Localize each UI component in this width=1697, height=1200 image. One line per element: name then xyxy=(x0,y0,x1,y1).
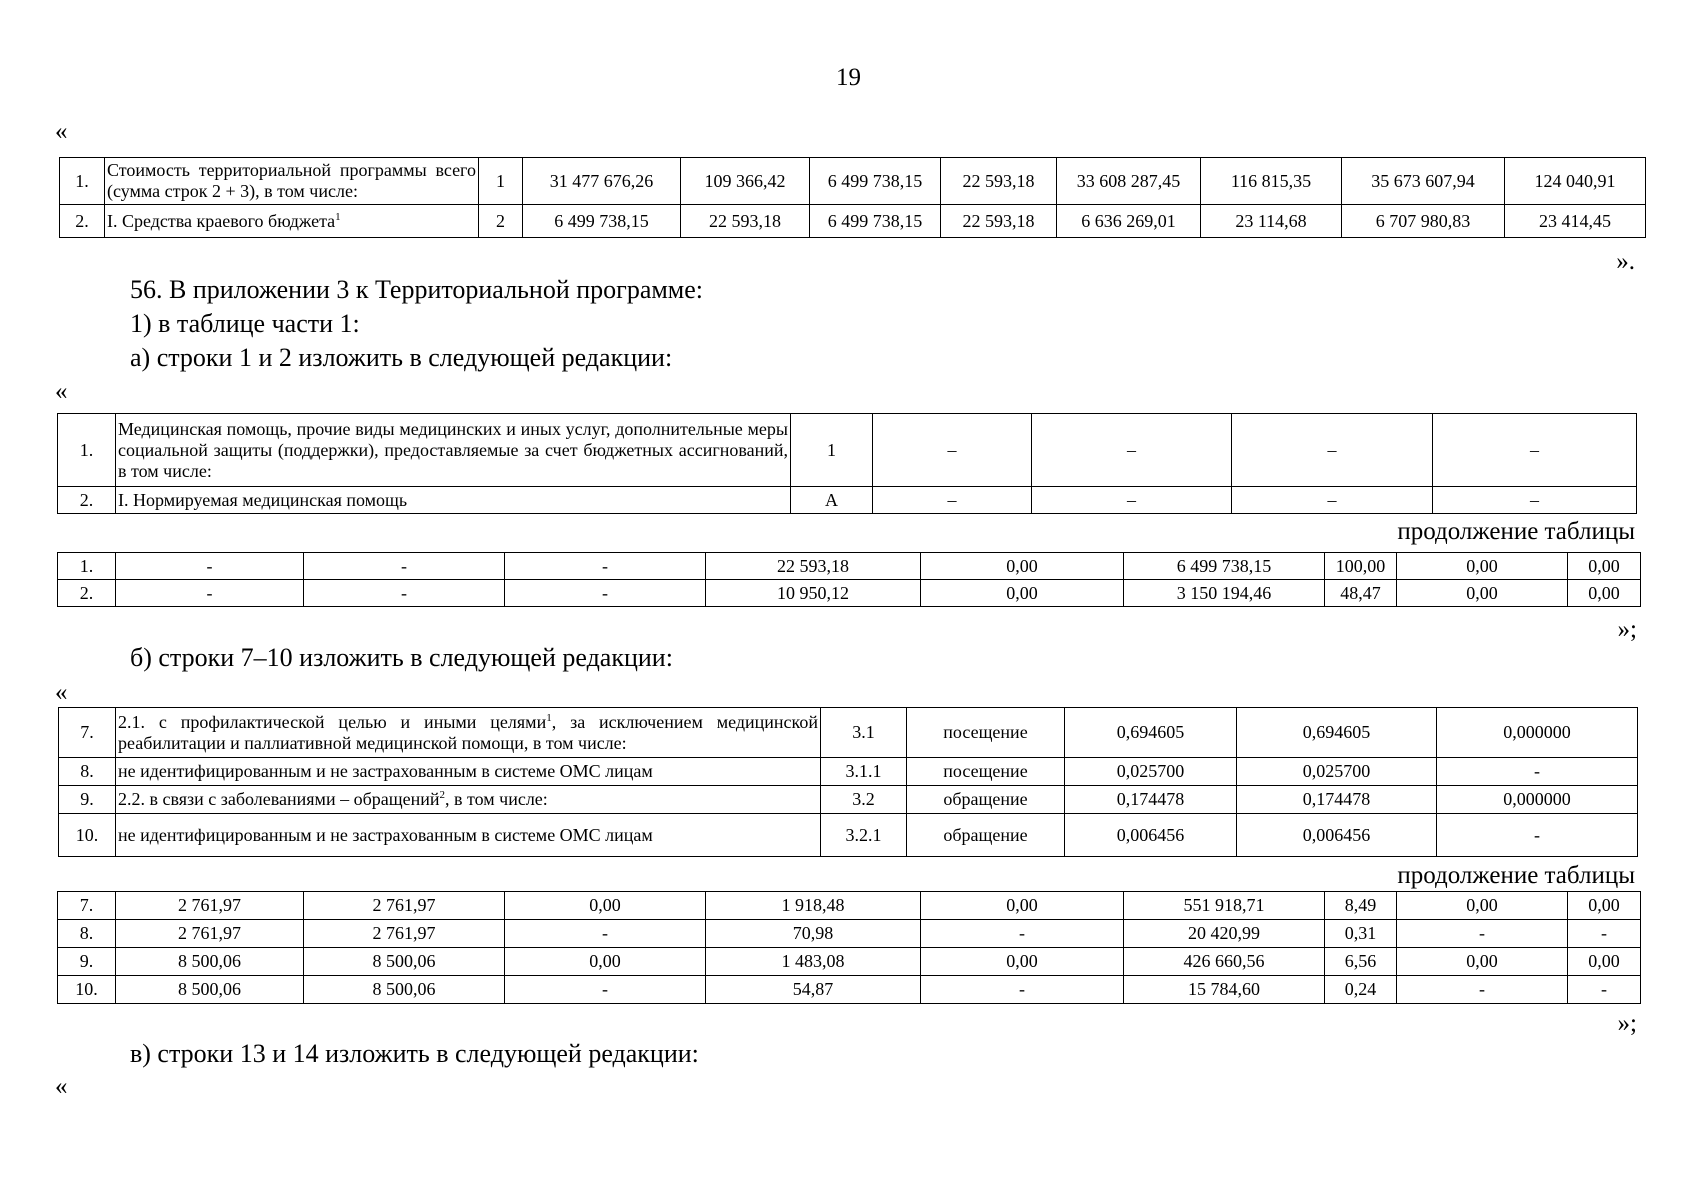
table-row: 1. Стоимость территориальной программы всего (сумма строк 2 + 3), в том числе: 1 31 477 676,26 109 366,42 6 499 738,15 22 593,18 33 608 287,45 116 815,35 35 673 607,94 124 040,91 xyxy=(60,158,1646,205)
table-row: 7. 2.1. с профилактической целью и иными целями$^1$, за исключением медицинской реабилитации и паллиативной медицинской помощи, в том числе: 3.1 посещение 0,694605 0,694605 0,000000 xyxy=(59,708,1638,758)
table-4 xyxy=(58,707,1638,857)
paragraph-b: б) строки 7–10 изложить в следующей редакции: xyxy=(130,643,673,672)
table-row: 8. 2 761,97 2 761,97 - 70,98 - 20 420,99 0,31 - - xyxy=(58,920,1641,948)
table-1 xyxy=(59,157,1646,238)
table-row: 9. 2.2. в связи с заболеваниями – обращений$^2$, в том числе: 3.2 обращение 0,174478 0,174478 0,000000 xyxy=(59,786,1638,814)
close-quote-1: ». xyxy=(1616,248,1635,275)
table-5 xyxy=(57,891,1641,1004)
page-number: 19 xyxy=(836,64,861,91)
table-row: 8. не идентифицированным и не застрахованным в системе ОМС лицам 3.1.1 посещение 0,025700 0,025700 - xyxy=(59,758,1638,786)
table-row: 9. 8 500,06 8 500,06 0,00 1 483,08 0,00 426 660,56 6,56 0,00 0,00 xyxy=(58,948,1641,976)
open-quote: « xyxy=(55,1073,68,1100)
open-quote: « xyxy=(55,679,68,706)
paragraph-56: 56. В приложении 3 к Территориальной программе: xyxy=(130,275,704,304)
open-quote: « xyxy=(55,118,68,145)
continuation-label: продолжение таблицы xyxy=(1397,862,1635,889)
close-quote-3: »; xyxy=(1617,1010,1637,1037)
table-3 xyxy=(57,552,1641,607)
table-row: 1. Медицинская помощь, прочие виды медицинских и иных услуг, дополнительные меры социальной защиты (поддержки), предоставляемые за счет бюджетных ассигнований, в том числе: 1 – – – – xyxy=(58,414,1637,487)
table-row: 10. не идентифицированным и не застрахованным в системе ОМС лицам 3.2.1 обращение 0,006456 0,006456 - xyxy=(59,814,1638,857)
table-row: 2. I. Средства краевого бюджета$^1$ 2 6 499 738,15 22 593,18 6 499 738,15 22 593,18 6 636 269,01 23 114,68 6 707 980,83 23 414,45 xyxy=(60,205,1646,238)
table-row: 1. - - - 22 593,18 0,00 6 499 738,15 100,00 0,00 0,00 xyxy=(58,553,1641,580)
table-row: 10. 8 500,06 8 500,06 - 54,87 - 15 784,60 0,24 - - xyxy=(58,976,1641,1004)
continuation-label: продолжение таблицы xyxy=(1397,518,1635,545)
close-quote-2: »; xyxy=(1617,616,1637,643)
table-row: 7. 2 761,97 2 761,97 0,00 1 918,48 0,00 551 918,71 8,49 0,00 0,00 xyxy=(58,892,1641,920)
table-row: 2. I. Нормируемая медицинская помощь А – – – – xyxy=(58,487,1637,514)
table-row: 2. - - - 10 950,12 0,00 3 150 194,46 48,47 0,00 0,00 xyxy=(58,580,1641,607)
table-2 xyxy=(57,413,1637,514)
paragraph-v: в) строки 13 и 14 изложить в следующей редакции: xyxy=(130,1039,699,1068)
paragraph-a: а) строки 1 и 2 изложить в следующей редакции: xyxy=(130,343,673,372)
paragraph-1: 1) в таблице части 1: xyxy=(130,309,360,338)
open-quote: « xyxy=(55,378,68,405)
